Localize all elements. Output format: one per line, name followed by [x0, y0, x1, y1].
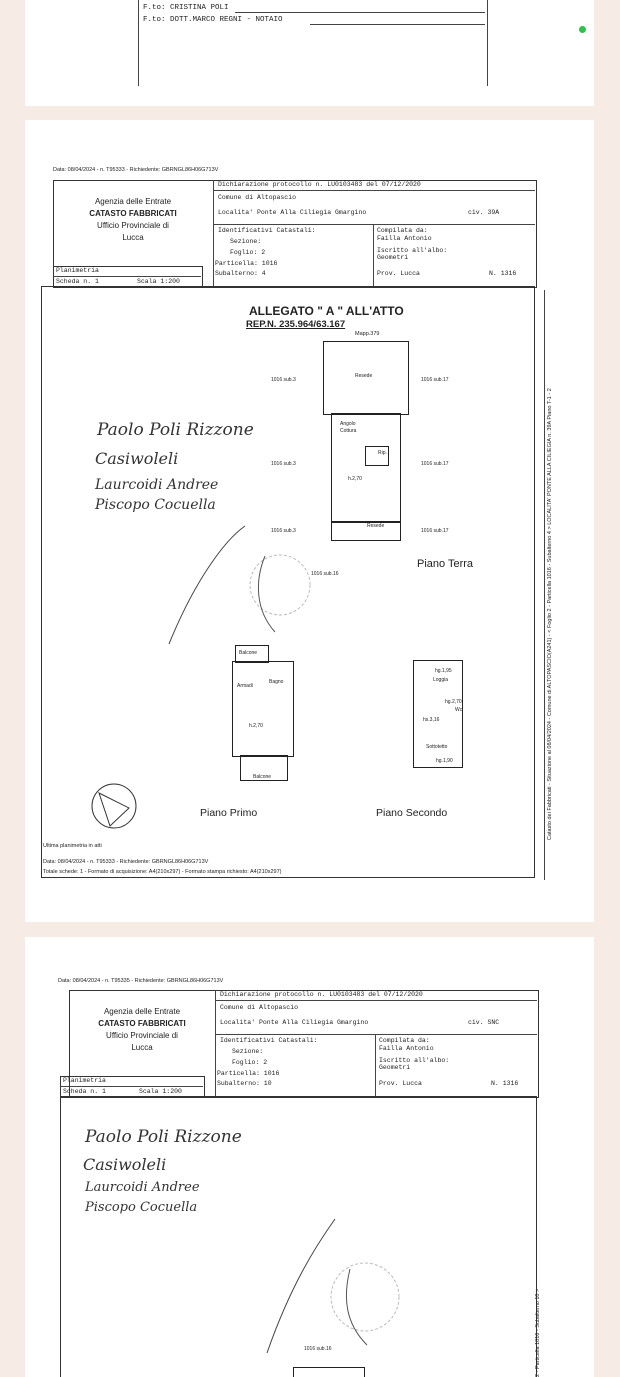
agency-block [55, 196, 211, 244]
sezione: Sezione: [230, 238, 262, 245]
north-arrow-icon [89, 780, 139, 832]
h270b-label: h.2,70 [249, 723, 263, 729]
piano-secondo-label: Piano Secondo [376, 807, 448, 819]
wc-label: Wc [455, 707, 463, 713]
top-page-fragment [25, 0, 594, 106]
side-text: Catasto dei Fabbricati - Situazione al 08/04/2024 - Comune di ALTOPASCIO(A241) - < Foglio 2 - Particella 1016 - Subalterno 4 > LOCALITA' PONTE ALLA CILIEGIA n. 39A Piano T-1 - 2 [547, 388, 553, 840]
signature-4: Piscopo Cocuella [85, 1200, 198, 1215]
balcone-bottom-label: Balcone [253, 774, 272, 780]
sezione: Sezione: [232, 1048, 264, 1055]
status-dot [579, 26, 586, 33]
scheda-rule [53, 276, 201, 277]
agency-line-1: Agenzia delle Entrate [94, 197, 172, 206]
signature-3: Laurcoidi Andree [95, 477, 219, 493]
rip-label: Rip. [378, 450, 387, 456]
planimetria-label: Planimetria [56, 267, 99, 274]
signature-1: Paolo Poli Rizzone [97, 420, 254, 440]
angolo-label: Angolo [340, 421, 356, 427]
signature-scribble-icon [255, 1217, 425, 1357]
rip-room [365, 446, 389, 466]
compilata: Compilata da: [379, 1037, 430, 1044]
localita: Localita' Ponte Alla Ciliegia Gmargino [220, 1019, 369, 1026]
header-rule-2 [213, 224, 535, 225]
rep-number: REP.N. 235.964/63.167 [246, 319, 346, 330]
left-label-3: 1016 sub.3 [271, 528, 296, 534]
agency-line-4: Lucca [131, 1043, 153, 1052]
iscritto: Iscritto all'albo: [377, 247, 448, 254]
agency-line-4: Lucca [122, 233, 144, 242]
comune: Comune di Altopascio [220, 1004, 299, 1011]
partial-room [293, 1367, 365, 1377]
signature-line-1: F.to: CRISTINA POLI [143, 4, 229, 12]
scala-label: Scala 1:200 [137, 278, 180, 285]
planimetria-page-2 [25, 937, 594, 1377]
header-rule-1 [213, 190, 535, 191]
side-text: 2 - Particella 1016 - Subalterno 10 > [535, 1288, 541, 1377]
foglio: Foglio: 2 [230, 249, 266, 256]
left-label-1: 1016 sub.3 [271, 377, 296, 383]
compilata-name: Failla Antonio [377, 235, 432, 242]
agency-line-3: Ufficio Provinciale di [97, 221, 169, 230]
agency-line-3: Ufficio Provinciale di [106, 1031, 178, 1040]
agency-line-2: CATASTO FABBRICATI [89, 209, 177, 218]
footer-data: Data: 08/04/2024 - n. T95333 - Richiedente: GBRNGL86H06G713V [43, 859, 209, 865]
iscritto-value: Geometri [377, 254, 409, 261]
signature-rule-1 [235, 12, 485, 13]
civ: civ. 39A [468, 209, 500, 216]
resede-top-label: Resede [355, 373, 373, 379]
agency-block [71, 1006, 213, 1054]
data-line: Data: 08/04/2024 - n. T95333 - Richiedente: GBRNGL86H06G713V [53, 167, 219, 173]
subalterno: Subalterno: 10 [217, 1080, 272, 1087]
header-divider [213, 180, 214, 286]
dichiarazione: Dichiarazione protocollo n. LU0103483 del 07/12/2020 [218, 181, 421, 188]
resede-bottom-room [331, 521, 401, 541]
first-floor-room [232, 661, 294, 757]
foglio: Foglio: 2 [232, 1059, 268, 1066]
header-rule-1 [215, 1000, 537, 1001]
loggia-label: Loggia [433, 677, 449, 683]
provincia: Prov. Lucca [377, 270, 420, 277]
identificativi: Identificativi Catastali: [220, 1037, 318, 1044]
right-label-2: 1016 sub.17 [421, 461, 449, 467]
hg270-label: hg.2,70 [445, 699, 462, 705]
mapp-label: Mapp.379 [355, 331, 380, 337]
signature-2: Casiwoleli [95, 449, 179, 468]
page-border-right [487, 0, 488, 86]
dichiarazione: Dichiarazione protocollo n. LU0103483 del 07/12/2020 [220, 991, 423, 998]
localita: Localita' Ponte Alla Ciliegia Gmargino [218, 209, 367, 216]
piano-primo-label: Piano Primo [200, 807, 258, 819]
particella: Particella: 1016 [215, 260, 278, 267]
hg190-label: hg.1,90 [436, 758, 453, 764]
numero: N. 1316 [491, 1080, 519, 1087]
provincia: Prov. Lucca [379, 1080, 422, 1087]
header-divider-2 [373, 224, 374, 286]
signature-scribble-icon [155, 520, 325, 650]
signature-3: Laurcoidi Andree [85, 1180, 200, 1195]
signature-1: Paolo Poli Rizzone [85, 1127, 242, 1147]
h270-label: h.2,70 [348, 476, 362, 482]
signature-line-2: F.to: DOTT.MARCO REGNI - NOTAIO [143, 16, 283, 24]
particella: Particella: 1016 [217, 1070, 280, 1077]
planimetria-page-1 [25, 120, 594, 922]
scheda-label: Scheda n. 1 [56, 278, 99, 285]
hg195-label: hg.1,95 [435, 668, 452, 674]
header-divider-2 [375, 1034, 376, 1096]
header-rule-2 [215, 1034, 537, 1035]
left-label-2: 1016 sub.3 [271, 461, 296, 467]
signature-2: Casiwoleli [83, 1155, 167, 1174]
resede-bottom-label: Resede [367, 523, 385, 529]
piano-terra-label: Piano Terra [417, 558, 474, 570]
planimetria-label: Planimetria [63, 1077, 106, 1084]
scala-label: Scala 1:200 [139, 1088, 182, 1095]
agency-line-2: CATASTO FABBRICATI [98, 1019, 186, 1028]
iscritto-value: Geometri [379, 1064, 411, 1071]
right-label-1: 1016 sub.17 [421, 377, 449, 383]
scheda-rule [60, 1086, 203, 1087]
balcone-top-label: Balcone [239, 650, 258, 656]
allegato-title: ALLEGATO " A " ALL'ATTO [249, 304, 404, 318]
page-border-left [138, 0, 139, 86]
signature-4: Piscopo Cocuella [95, 497, 216, 513]
sub16-label: 1016 sub.16 [304, 1346, 332, 1352]
bagno-label: Bagno [269, 679, 284, 685]
hs316-label: hs.3,16 [423, 717, 440, 723]
compilata: Compilata da: [377, 227, 428, 234]
civ: civ. SNC [468, 1019, 500, 1026]
data-line: Data: 08/04/2024 - n. T95335 - Richiedente: GBRNGL86H06G713V [58, 978, 224, 984]
signature-rule-2 [310, 24, 485, 25]
sub16-label: 1016 sub.16 [311, 571, 339, 577]
comune: Comune di Altopascio [218, 194, 297, 201]
numero: N. 1316 [489, 270, 517, 277]
sottotetto-label: Sottotetto [426, 744, 448, 750]
scheda-label: Scheda n. 1 [63, 1088, 106, 1095]
agency-line-1: Agenzia delle Entrate [103, 1007, 181, 1016]
iscritto: Iscritto all'albo: [379, 1057, 450, 1064]
subalterno: Subalterno: 4 [215, 270, 266, 277]
compilata-name: Failla Antonio [379, 1045, 434, 1052]
cottura-label: Cottura [340, 428, 357, 434]
ultima-planimetria: Ultima planimetria in atti [43, 843, 102, 849]
footer-schede: Totale schede: 1 - Formato di acquisizione: A4(210x297) - Formato stampa richiesto: A4(210x297) [43, 869, 282, 875]
armadi-label: Armadi [237, 683, 253, 689]
frame-right-edge [544, 290, 545, 880]
header-divider [215, 990, 216, 1096]
identificativi: Identificativi Catastali: [218, 227, 316, 234]
right-label-3: 1016 sub.17 [421, 528, 449, 534]
